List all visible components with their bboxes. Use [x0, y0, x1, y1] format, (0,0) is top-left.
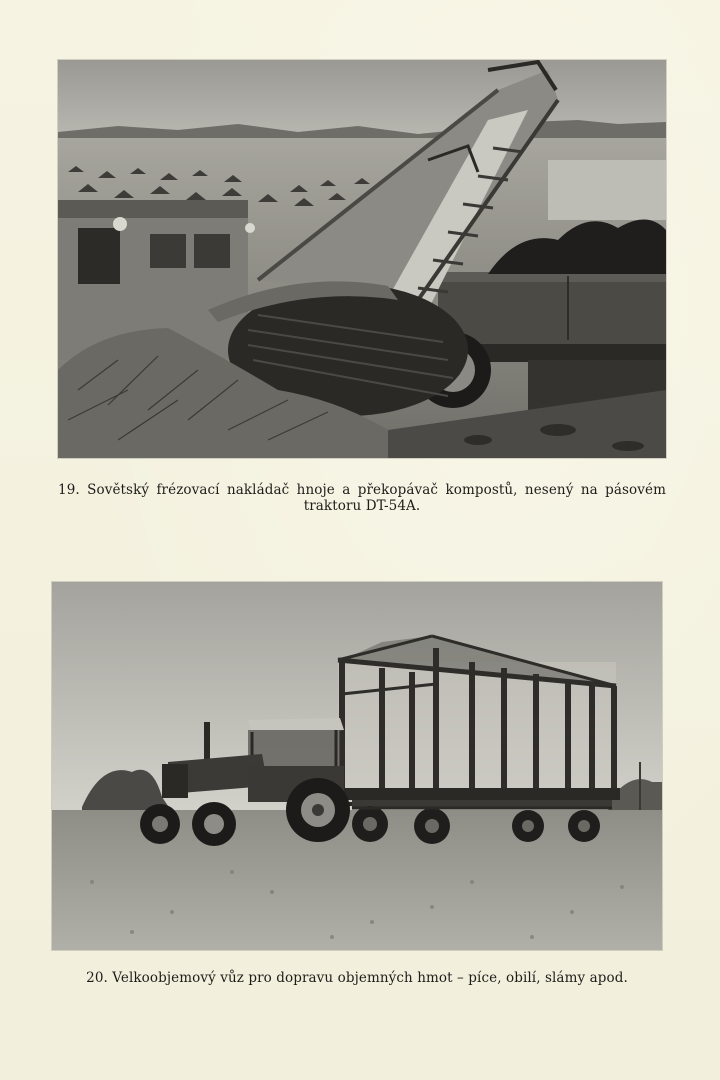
figure-19-caption: 19. Sovětský frézovací nakládač hnoje a překopávač kompostů, nesený na pásovém traktoru DT-54A.	[58, 482, 666, 514]
wagon-tractor-illustration	[52, 582, 662, 950]
manure-loader-photo	[58, 60, 666, 458]
manure-loader-illustration	[58, 60, 666, 458]
figure-20-caption: 20. Velkoobjemový vůz pro dopravu objemných hmot – píce, obilí, slámy apod.	[86, 970, 628, 986]
wagon-tractor-photo	[52, 582, 662, 950]
